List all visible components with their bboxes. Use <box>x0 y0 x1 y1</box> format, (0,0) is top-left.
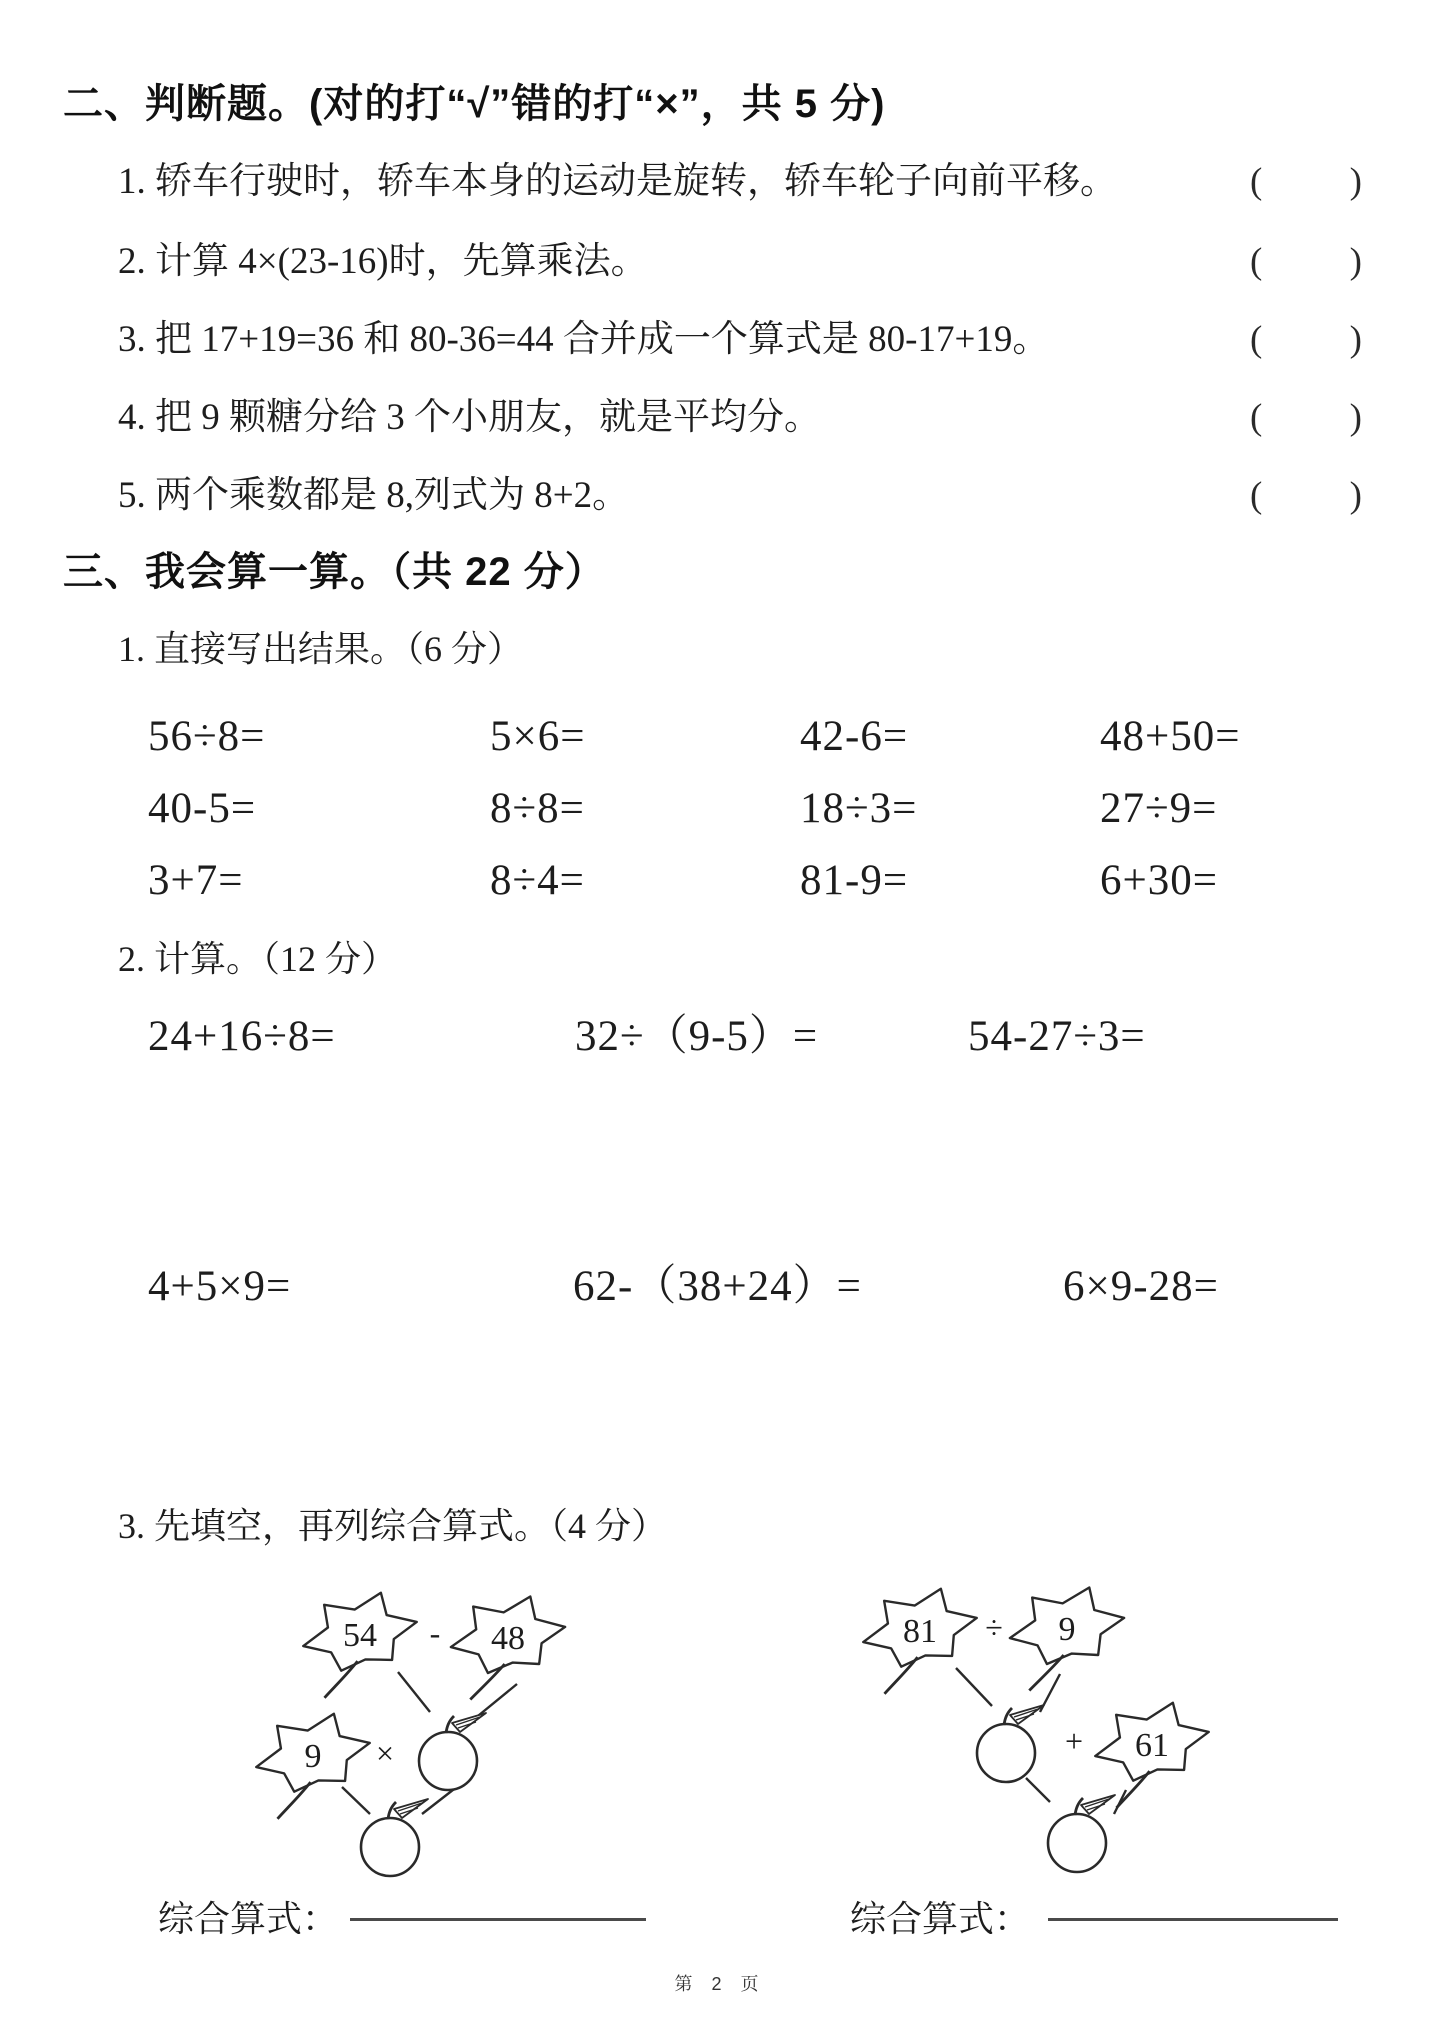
calc-expr-2-1: 4+5×9= <box>148 1263 292 1310</box>
answer-paren-3 <box>1250 318 1362 362</box>
answer-paren-4 <box>1250 396 1362 440</box>
oral-expr-3-4: 6+30= <box>1100 857 1219 904</box>
calc-expr-2-3: 6×9-28= <box>1063 1263 1219 1310</box>
answer-paren-2 <box>1250 240 1362 284</box>
judge-question-2: 2. 计算 4×(23-16)时，先算乘法。 <box>118 241 648 282</box>
paren-close: ) <box>1349 475 1362 516</box>
judge-question-4: 4. 把 9 颗糖分给 3 个小朋友，就是平均分。 <box>118 397 821 438</box>
oral-expr-2-3: 18÷3= <box>800 785 918 832</box>
sub3-title: 3. 先填空，再列综合算式。（4 分） <box>118 1506 668 1546</box>
leaf-value: 48 <box>491 1620 525 1657</box>
leaf-value: 9 <box>304 1738 322 1775</box>
leaf-value: 9 <box>1058 1611 1076 1648</box>
apple-blank-icon <box>977 1705 1044 1782</box>
judge-question-5: 5. 两个乘数都是 8,列式为 8+2。 <box>118 475 630 516</box>
composite-label-left: 综合算式： <box>158 1899 339 1939</box>
oral-expr-1-2: 5×6= <box>490 713 586 760</box>
composite-label-right: 综合算式： <box>850 1899 1031 1939</box>
paren-open: ( <box>1250 241 1263 282</box>
oral-expr-1-1: 56÷8= <box>148 713 266 760</box>
leaf-value: 61 <box>1135 1727 1169 1764</box>
calc-expr-1-3: 54-27÷3= <box>968 1013 1146 1060</box>
paren-close: ) <box>1349 319 1362 360</box>
answer-paren-1 <box>1250 160 1362 204</box>
calc-expr-2-2: 62-（38+24）= <box>573 1263 862 1310</box>
leaf-value: 54 <box>343 1617 377 1654</box>
connector-line <box>398 1672 430 1712</box>
section2-heading: 二、判断题。(对的打“√”错的打“×”，共 5 分) <box>63 82 886 126</box>
operator: ÷ <box>985 1609 1003 1645</box>
sub1-title: 1. 直接写出结果。（6 分） <box>118 629 524 669</box>
apple-blank-icon <box>419 1713 486 1790</box>
connector-line <box>1026 1778 1050 1802</box>
paren-open: ( <box>1250 319 1263 360</box>
operator: + <box>1064 1723 1084 1759</box>
answer-line-left <box>350 1918 646 1921</box>
apple-blank-icon <box>361 1799 428 1876</box>
answer-line-right <box>1048 1918 1338 1921</box>
paren-open: ( <box>1250 475 1263 516</box>
paren-close: ) <box>1349 397 1362 438</box>
paren-close: ) <box>1349 241 1362 282</box>
section3-heading: 三、我会算一算。（共 22 分） <box>63 550 606 594</box>
oral-expr-3-2: 8÷4= <box>490 857 585 904</box>
calc-expr-1-2: 32÷（9-5）= <box>575 1013 819 1060</box>
judge-question-1: 1. 轿车行驶时，轿车本身的运动是旋转，轿车轮子向前平移。 <box>118 161 1117 202</box>
oral-expr-2-2: 8÷8= <box>490 785 585 832</box>
oral-expr-2-4: 27÷9= <box>1100 785 1218 832</box>
fill-diagram-right <box>848 1566 1348 1906</box>
answer-paren-5 <box>1250 474 1362 518</box>
operator: × <box>375 1735 395 1771</box>
connector-line <box>342 1787 370 1814</box>
calc-expr-1-1: 24+16÷8= <box>148 1013 336 1060</box>
leaf-value: 81 <box>903 1613 937 1650</box>
paren-close: ) <box>1349 161 1362 202</box>
sub2-title: 2. 计算。（12 分） <box>118 939 398 979</box>
oral-expr-1-4: 48+50= <box>1100 713 1241 760</box>
oral-expr-3-3: 81-9= <box>800 857 909 904</box>
operator: - <box>429 1615 441 1651</box>
connector-line <box>956 1668 992 1706</box>
oral-expr-2-1: 40-5= <box>148 785 257 832</box>
apple-blank-icon <box>1048 1795 1115 1872</box>
fill-diagram-left <box>230 1572 650 1902</box>
paren-open: ( <box>1250 397 1263 438</box>
page-number: 第 2 页 <box>674 1974 766 1994</box>
paren-open: ( <box>1250 161 1263 202</box>
oral-expr-1-3: 42-6= <box>800 713 909 760</box>
oral-expr-3-1: 3+7= <box>148 857 244 904</box>
judge-question-3: 3. 把 17+19=36 和 80-36=44 合并成一个算式是 80-17+19。 <box>118 319 1050 360</box>
